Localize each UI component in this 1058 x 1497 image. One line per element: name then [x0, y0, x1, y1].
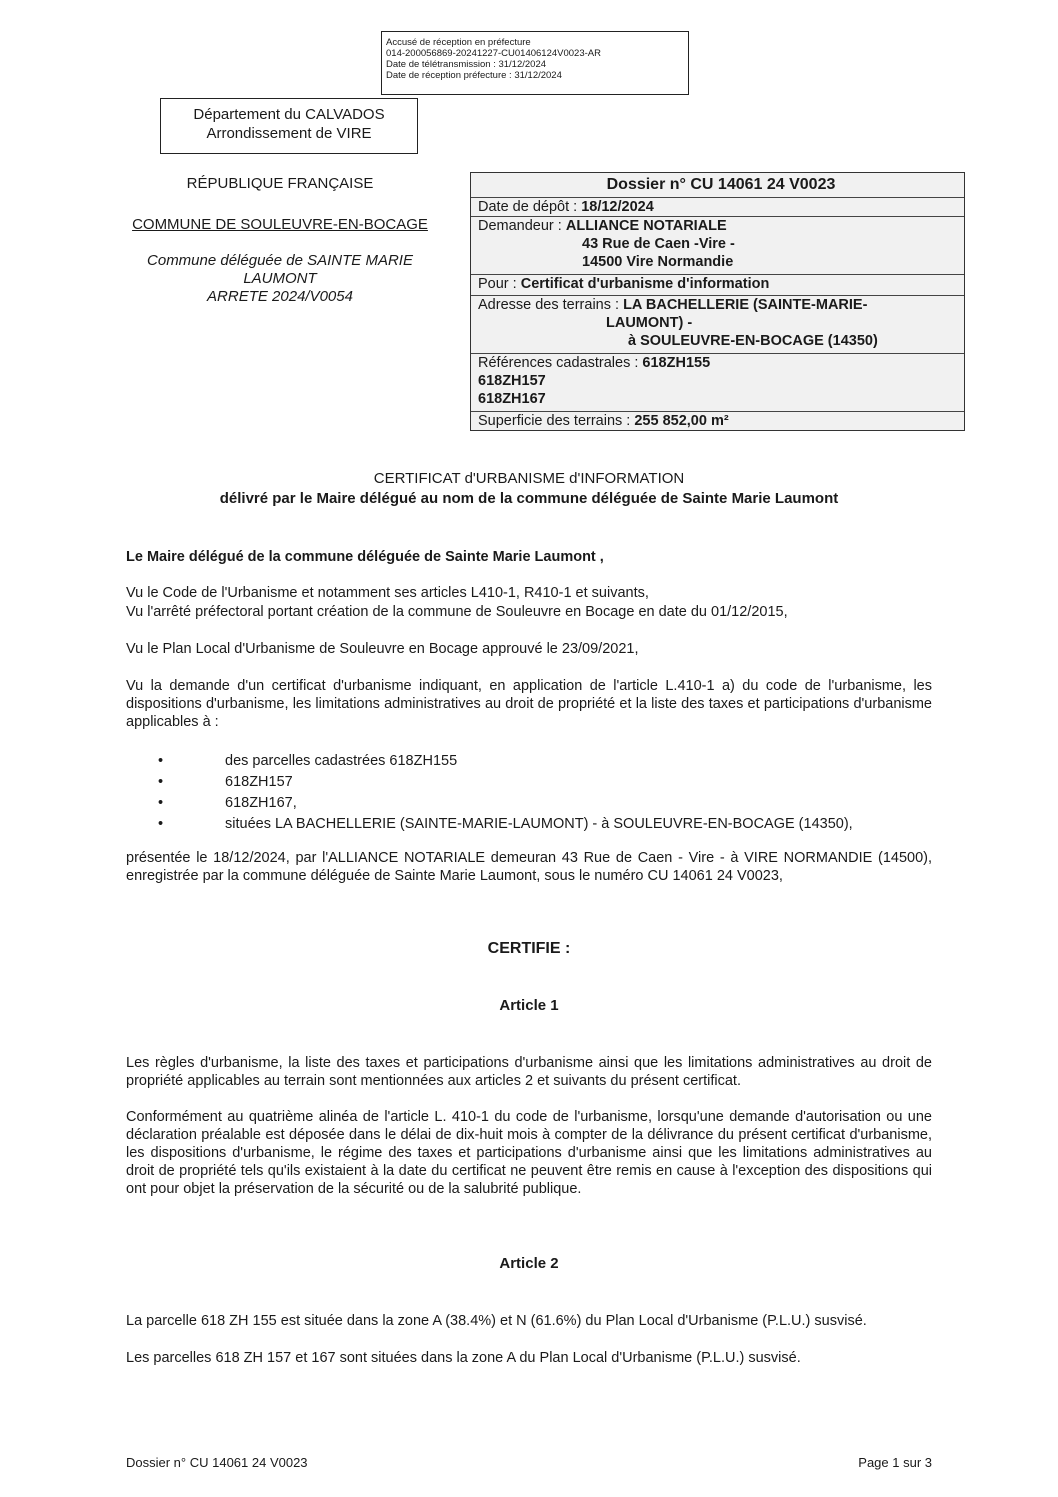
page-number: Page 1 sur 3 [858, 1455, 932, 1470]
delegated-line-1: Commune déléguée de SAINTE MARIE [147, 252, 413, 269]
vu-code: Vu le Code de l'Urbanisme et notamment ses articles L410-1, R410-1 et suivants, [126, 585, 649, 601]
certificate-subtitle: délivré par le Maire délégué au nom de la commune déléguée de Sainte Marie Laumont [219, 490, 839, 507]
pour-value: Certificat d'urbanisme d'information [520, 276, 770, 292]
delegated-commune [110, 252, 450, 306]
stamp-line: 014-200056869-20241227-CU01406124V0023-AR [386, 48, 601, 59]
article-2-paragraph-2: Les parcelles 618 ZH 157 et 167 sont situées dans la zone A du Plan Local d'Urbanisme (P.L.U.) susvisé. [126, 1350, 801, 1366]
superficie-label: Superficie des terrains : [478, 413, 635, 429]
list-item-text: des parcelles cadastrées 618ZH155 [225, 753, 458, 769]
stamp-line: Date de télétransmission : 31/12/2024 [386, 59, 547, 70]
demandeur-address-1: 43 Rue de Caen -Vire - [582, 236, 735, 252]
adresse-line-1: LA BACHELLERIE (SAINTE-MARIE- [623, 297, 868, 313]
stamp-line: Date de réception préfecture : 31/12/2024 [386, 70, 562, 81]
list-item-text: 618ZH167, [225, 795, 297, 811]
cadastre-ref-1: 618ZH155 [642, 355, 711, 371]
cadastre-ref-3: 618ZH167 [478, 391, 546, 407]
parcel-list [150, 752, 930, 836]
demandeur-label: Demandeur : [478, 218, 566, 234]
adresse-label: Adresse des terrains : [478, 297, 624, 313]
depot-date-row [471, 197, 964, 216]
list-item-text: situées LA BACHELLERIE (SAINTE-MARIE-LAUMONT) - à SOULEUVRE-EN-BOCAGE (14350), [225, 816, 853, 832]
department-name: Département du CALVADOS [193, 106, 385, 123]
cadastre-label: Références cadastrales : [478, 355, 643, 371]
article-1-heading: Article 1 [499, 997, 559, 1014]
depot-value: 18/12/2024 [581, 199, 654, 215]
presentee-paragraph: présentée le 18/12/2024, par l'ALLIANCE NOTARIALE demeuran 43 Rue de Caen - Vire - à VIRE NORMANDIE (14500), enregistrée par la commune déléguée de Sainte Marie Laumont, sous le numéro CU 14061 24 V0023, [126, 850, 932, 884]
adresse-line-3: à SOULEUVRE-EN-BOCAGE (14350) [628, 333, 878, 349]
stamp-line: Accusé de réception en préfecture [386, 37, 531, 48]
list-item: • 618ZH157 [158, 774, 293, 790]
article-2-paragraph-1: La parcelle 618 ZH 155 est située dans la zone A (38.4%) et N (61.6%) du Plan Local d'Urbanisme (P.L.U.) susvisé. [126, 1313, 867, 1329]
vu-demande: Vu la demande d'un certificat d'urbanisme indiquant, en application de l'article L.410-1 a) du code de l'urbanisme, les dispositions d'urbanisme, les limitations administratives au droit de propriété et la liste des taxes et participations d'urbanisme applicables à : [126, 678, 932, 730]
demandeur-name: ALLIANCE NOTARIALE [565, 218, 727, 234]
adresse-line-2: LAUMONT) - [606, 315, 693, 331]
footer-dossier: Dossier n° CU 14061 24 V0023 [126, 1455, 308, 1470]
commune-heading: COMMUNE DE SOULEUVRE-EN-BOCAGE [132, 216, 428, 233]
pour-row [471, 274, 964, 295]
vu-plu: Vu le Plan Local d'Urbanisme de Souleuvre en Bocage approuvé le 23/09/2021, [126, 641, 639, 657]
arrete-number: ARRETE 2024/V0054 [207, 288, 353, 305]
delegated-line-2: LAUMONT [243, 270, 317, 287]
certifie-heading: CERTIFIE : [487, 940, 571, 957]
article-1-paragraph-2: Conformément au quatrième alinéa de l'article L. 410-1 du code de l'urbanisme, lorsqu'une demande d'autorisation ou une déclaration préalable est déposée dans le délai de dix-huit mois à compter de la délivrance du présent certificat d'urbanisme, les dispositions d'urbanisme, le régime des taxes et participations d'urbanisme ainsi que les limitations administratives au droit de propriété tels qu'ils existaient à la date du certificat ne peuvent être remis en cause à l'exception des dispositions qui ont pour objet la préservation de la sécurité ou de la salubrité publique. [126, 1109, 932, 1197]
list-item: • situées LA BACHELLERIE (SAINTE-MARIE-LAUMONT) - à SOULEUVRE-EN-BOCAGE (14350), [158, 816, 853, 832]
list-item: • 618ZH167, [158, 795, 297, 811]
pour-label: Pour : [478, 276, 521, 292]
dossier-info-box [470, 172, 965, 431]
demandeur-address-2: 14500 Vire Normandie [582, 254, 734, 270]
department-box [160, 98, 418, 154]
article-1-paragraph-1: Les règles d'urbanisme, la liste des taxes et participations d'urbanisme ainsi que les limitations administratives au droit de propriété applicables au terrain sont mentionnées aux articles 2 et suivants du présent certificat. [126, 1055, 932, 1089]
depot-label: Date de dépôt : [478, 199, 582, 215]
adresse-row [471, 295, 964, 353]
maire-line: Le Maire délégué de la commune déléguée de Sainte Marie Laumont , [126, 549, 604, 565]
list-item-text: 618ZH157 [225, 774, 293, 790]
superficie-row [471, 411, 964, 431]
superficie-value: 255 852,00 m² [634, 413, 729, 429]
cadastre-row [471, 353, 964, 411]
certificate-title: CERTIFICAT d'URBANISME d'INFORMATION [373, 470, 685, 487]
republic-heading: RÉPUBLIQUE FRANÇAISE [186, 175, 374, 192]
list-item: • des parcelles cadastrées 618ZH155 [158, 753, 458, 769]
reception-stamp [381, 31, 689, 95]
dossier-number: Dossier n° CU 14061 24 V0023 [606, 176, 836, 193]
vu-arrete: Vu l'arrêté préfectoral portant création de la commune de Souleuvre en Bocage en date du 01/12/2015, [126, 604, 788, 620]
article-2-heading: Article 2 [499, 1255, 559, 1272]
demandeur-row [471, 216, 964, 274]
arrondissement-name: Arrondissement de VIRE [206, 125, 372, 142]
cadastre-ref-2: 618ZH157 [478, 373, 546, 389]
